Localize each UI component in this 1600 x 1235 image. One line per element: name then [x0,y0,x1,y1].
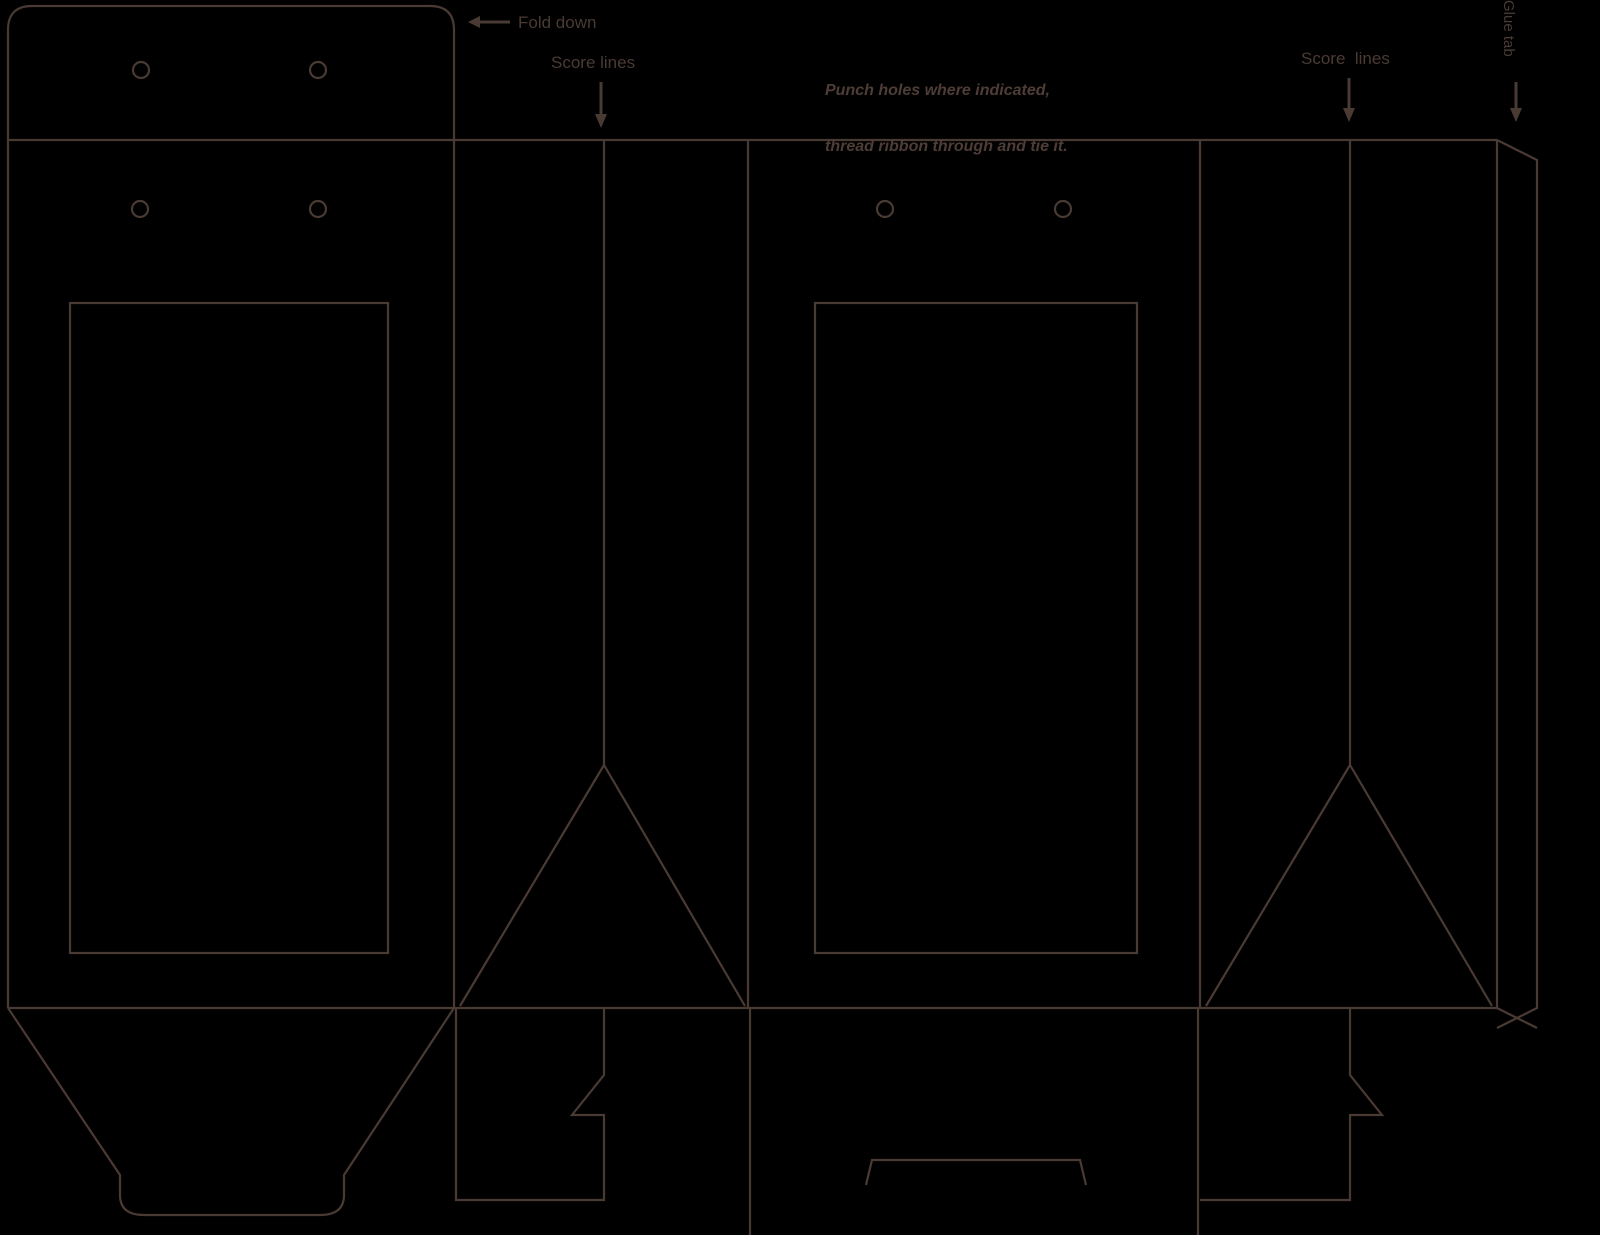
label-score-lines-right: Score lines [1301,49,1390,68]
bottom-flap-panel-4 [1200,1008,1382,1200]
arrow-down-icon-glue-tab [1510,82,1522,122]
label-fold-down: Fold down [518,13,597,32]
label-score-lines-left: Score lines [551,53,636,72]
hole-panel3-right [1055,201,1071,217]
label-glue-tab: Glue tab [1500,0,1517,57]
bottom-flap-panel-1 [8,1008,454,1215]
label-punch-holes-line-1: Punch holes where indicated, [825,81,1050,99]
crease-triangle-right [1206,765,1350,1006]
arrow-left-icon [468,16,510,28]
arrow-down-icon-right [1343,78,1355,122]
window-panel-3 [815,303,1137,953]
hole-panel1-left [132,201,148,217]
crease-triangle-left [460,765,604,1006]
crease-triangle-right-2 [1350,765,1492,1006]
hole-panel3-left [877,201,893,217]
hole-top-flap-right [310,62,326,78]
hole-panel1-right [310,201,326,217]
top-flap-outline [8,6,454,140]
crease-triangle-left-2 [604,765,745,1006]
bottom-flap-panel-3-notch [866,1160,1086,1185]
glue-tab-top-bevel [1497,140,1537,1028]
label-punch-holes-line-2: thread ribbon through and tie it. [825,138,1068,156]
window-panel-1 [70,303,388,953]
hole-top-flap-left [133,62,149,78]
arrow-down-icon-left [595,82,607,128]
bottom-flap-panel-2 [456,1008,604,1200]
